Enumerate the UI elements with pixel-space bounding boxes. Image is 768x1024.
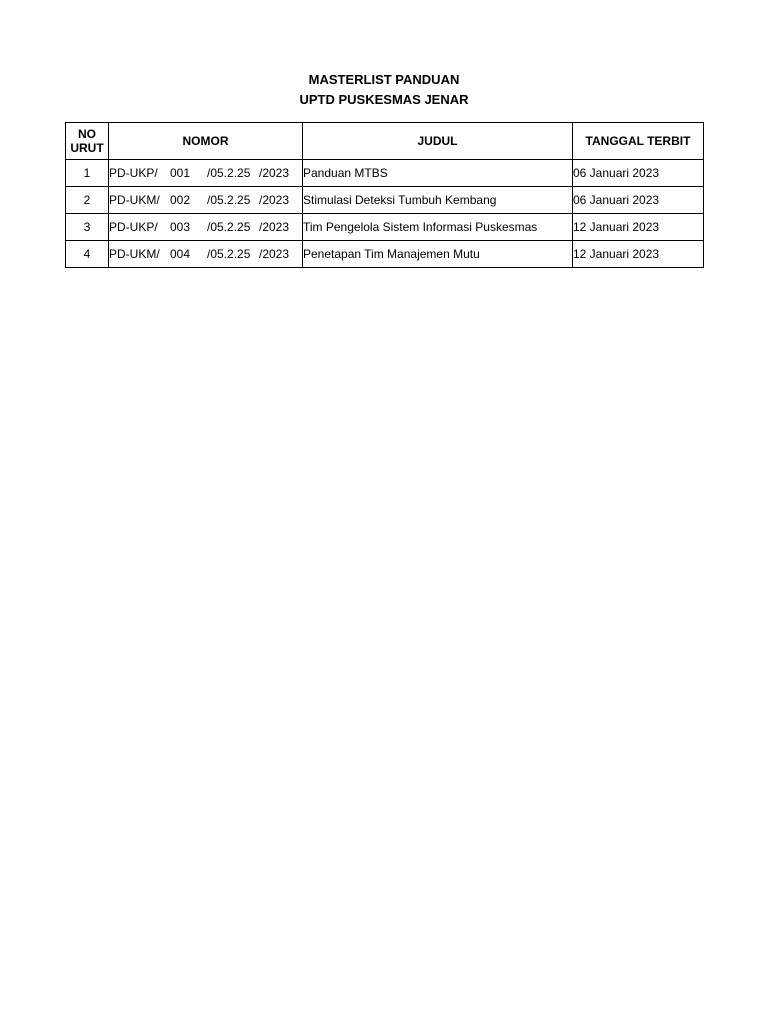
header-judul: JUDUL: [303, 123, 573, 160]
cell-nomor: [109, 160, 303, 187]
cell-judul: Penetapan Tim Manajemen Mutu: [303, 241, 573, 268]
header-no-line2: URUT: [70, 141, 104, 155]
cell-nomor: [109, 187, 303, 214]
table-header-row: [66, 123, 704, 160]
cell-no: 3: [66, 214, 109, 241]
header-tanggal-terbit: TANGGAL TERBIT: [573, 123, 704, 160]
header-nomor: NOMOR: [109, 123, 303, 160]
title-line-2: UPTD PUSKESMAS JENAR: [299, 92, 469, 107]
table-row: [66, 160, 704, 187]
nomor-year: /2023: [259, 247, 290, 261]
masterlist-table: [65, 122, 704, 268]
cell-tanggal: 06 Januari 2023: [573, 160, 704, 187]
cell-no: 1: [66, 160, 109, 187]
table-row: [66, 241, 704, 268]
cell-judul: Tim Pengelola Sistem Informasi Puskesmas: [303, 214, 573, 241]
cell-no: 4: [66, 241, 109, 268]
header-no-line1: NO: [78, 127, 96, 141]
table-row: [66, 187, 704, 214]
cell-judul: Stimulasi Deteksi Tumbuh Kembang: [303, 187, 573, 214]
cell-nomor: [109, 241, 303, 268]
nomor-code: /05.2.25: [207, 247, 251, 261]
nomor-prefix: PD-UKP/: [109, 166, 158, 180]
nomor-prefix: PD-UKM/: [109, 193, 160, 207]
title-line-1: MASTERLIST PANDUAN: [308, 72, 460, 87]
nomor-code: /05.2.25: [207, 166, 251, 180]
nomor-year: /2023: [259, 166, 290, 180]
nomor-code: /05.2.25: [207, 220, 251, 234]
nomor-number: 003: [170, 220, 191, 234]
cell-nomor: [109, 214, 303, 241]
cell-no: 2: [66, 187, 109, 214]
nomor-number: 002: [170, 193, 191, 207]
document-title: [0, 70, 768, 110]
nomor-code: /05.2.25: [207, 193, 251, 207]
table-row: [66, 214, 704, 241]
cell-tanggal: 12 Januari 2023: [573, 214, 704, 241]
nomor-year: /2023: [259, 220, 290, 234]
nomor-prefix: PD-UKM/: [109, 247, 160, 261]
nomor-number: 001: [170, 166, 191, 180]
cell-tanggal: 06 Januari 2023: [573, 187, 704, 214]
header-no-urut: [66, 123, 109, 160]
cell-judul: Panduan MTBS: [303, 160, 573, 187]
nomor-prefix: PD-UKP/: [109, 220, 158, 234]
cell-tanggal: 12 Januari 2023: [573, 241, 704, 268]
nomor-number: 004: [170, 247, 191, 261]
nomor-year: /2023: [259, 193, 290, 207]
